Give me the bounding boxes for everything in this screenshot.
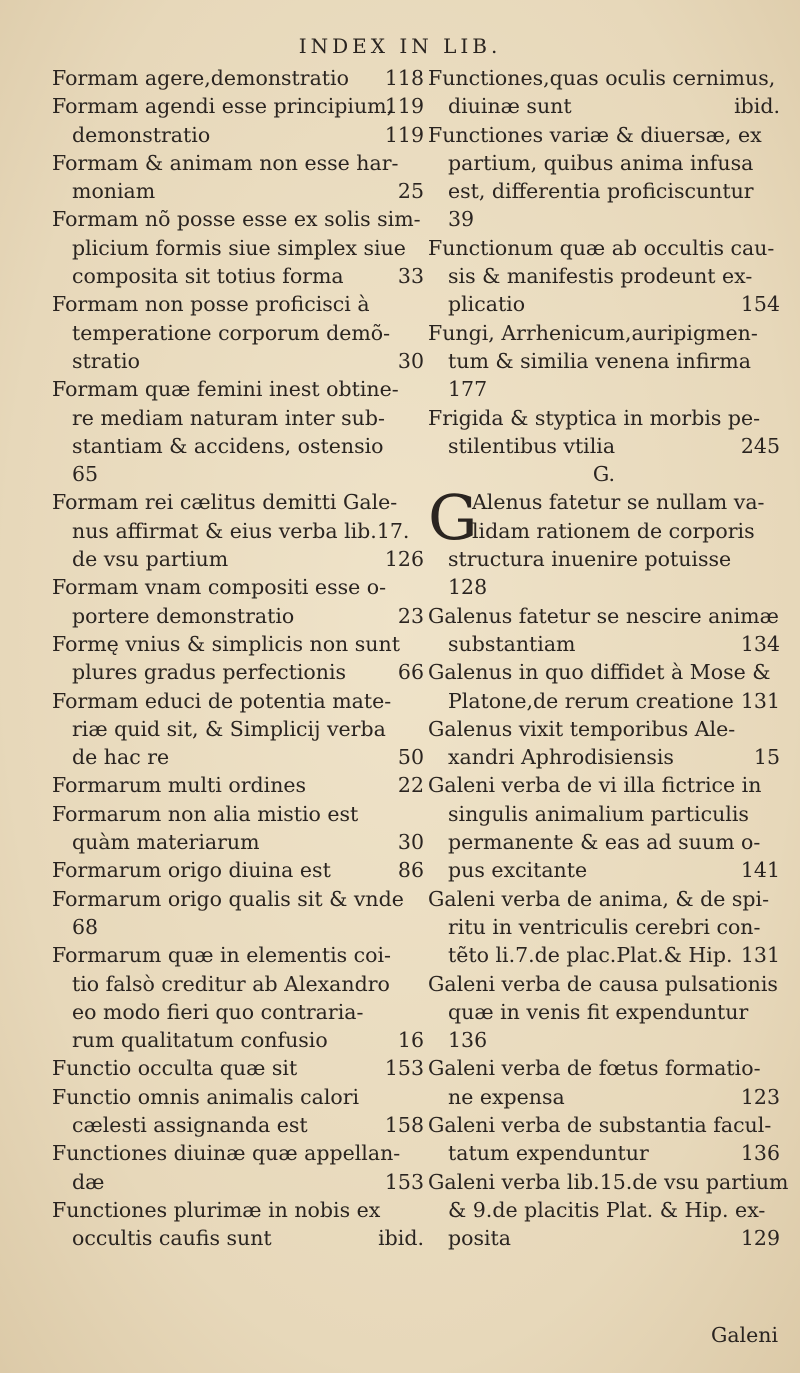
entry-text: Formam rei cælitus demitti Gale-	[52, 490, 398, 515]
entry-text: 39	[448, 207, 475, 232]
entry-text: Formarum non alia mistio est	[52, 801, 359, 826]
entry-text: re mediam naturam inter sub-	[72, 405, 385, 430]
index-entry-line	[428, 573, 780, 601]
entry-text: de hac re	[72, 745, 170, 770]
entry-text: lidam rationem de corporis	[472, 518, 755, 543]
index-entry-line	[52, 262, 424, 290]
page-reference: 30	[397, 830, 424, 855]
entry-text: pus excitante	[448, 858, 588, 883]
index-entry-line	[428, 998, 780, 1026]
entry-text: Formam agere,demonstratio	[52, 66, 349, 90]
entry-text: occultis caufis sunt	[72, 1226, 272, 1251]
entry-text: Formam agendi esse principium,	[52, 94, 394, 119]
index-entry-line	[428, 149, 780, 177]
index-entry-line	[428, 913, 780, 941]
entry-text: 68	[72, 914, 99, 939]
entry-text: partium, quibus anima infusa	[448, 150, 754, 175]
index-entry-line	[52, 347, 424, 375]
entry-text: Alenus fatetur se nullam va-	[472, 490, 765, 515]
index-entry-line	[428, 602, 780, 630]
page-reference: 30	[397, 348, 424, 373]
entry-text: Galenus vixit temporibus Ale-	[428, 716, 736, 741]
entry-text: eo modo fieri quo contraria-	[72, 999, 364, 1024]
entry-text: 128	[448, 575, 488, 600]
entry-text: Functiones plurimæ in nobis ex	[52, 1197, 381, 1222]
index-entry-line	[52, 92, 424, 120]
entry-text: Formarum quæ in elementis coi-	[52, 943, 391, 968]
index-entry-line	[52, 828, 424, 856]
index-entry-line	[52, 149, 424, 177]
index-entry-line	[428, 262, 780, 290]
index-entry-line	[52, 1054, 424, 1082]
index-entry-line	[52, 1026, 424, 1054]
index-entry-line	[428, 856, 780, 884]
entry-text: Galeni verba de fœtus formatio-	[428, 1056, 761, 1081]
index-entry-line	[428, 630, 780, 658]
index-entry-line	[52, 885, 424, 913]
entry-text: ritu in ventriculis cerebri con-	[448, 914, 761, 939]
index-entry-line	[428, 1111, 780, 1139]
index-entry-line	[52, 1168, 424, 1196]
entry-text: Fungi, Arrhenicum,auripigmen-	[428, 320, 758, 345]
index-entry-line	[52, 64, 424, 92]
entry-text: riæ quid sit, & Simplicij verba	[72, 716, 386, 741]
entry-text: Functionum quæ ab occultis cau-	[428, 235, 775, 260]
entry-text: posita	[448, 1226, 512, 1251]
entry-text: xandri Aphrodisiensis	[448, 745, 674, 770]
entry-text: Frigida & styptica in morbis pe-	[428, 405, 761, 430]
index-entry-line	[52, 121, 424, 149]
entry-text: quæ in venis fit expenduntur	[448, 999, 749, 1024]
entry-text: Functio omnis animalis calori	[52, 1084, 360, 1109]
entry-text: stantiam & accidens, ostensio	[72, 433, 384, 458]
page-reference: 16	[397, 1028, 424, 1053]
entry-text: composita sit totius forma	[72, 264, 344, 289]
page-reference: 153	[384, 1169, 424, 1194]
section-letter: G.	[592, 462, 616, 487]
entry-text: Formam vnam compositi esse o-	[52, 575, 387, 600]
entry-text: moniam	[72, 179, 156, 204]
page-reference: 118	[384, 66, 424, 90]
index-entry-line	[52, 970, 424, 998]
page-reference: 119	[384, 94, 424, 119]
index-entry-line	[428, 1168, 789, 1196]
index-entry-line	[428, 319, 780, 347]
page-reference: 245	[740, 433, 780, 458]
entry-text: tẽto li.7.de plac.Plat.& Hip.	[448, 943, 733, 968]
entry-text: Formam nõ posse esse ex solis sim-	[52, 207, 421, 232]
entry-text: stratio	[72, 348, 140, 373]
index-entry-line	[52, 941, 424, 969]
index-entry-line	[428, 375, 780, 403]
index-entry-line	[52, 319, 424, 347]
index-entry-line	[52, 1196, 424, 1224]
entry-text: Galeni verba de substantia facul-	[428, 1112, 772, 1137]
entry-text: temperatione corporum demõ-	[72, 320, 391, 345]
index-entry-line	[428, 177, 780, 205]
index-entry-line	[428, 743, 780, 771]
entry-text: Formarum origo diuina est	[52, 858, 331, 883]
index-entry-line	[428, 885, 780, 913]
index-entry-line	[428, 121, 780, 149]
page-reference: 22	[397, 773, 424, 798]
entry-text: stilentibus vtilia	[448, 433, 616, 458]
index-entry-line	[428, 1054, 780, 1082]
index-entry-line	[428, 828, 780, 856]
index-entry-line	[428, 205, 780, 233]
index-entry-line	[52, 460, 424, 488]
entry-text: tum & similia venena infirma	[448, 348, 751, 373]
index-entry-line	[428, 290, 780, 318]
entry-text: Platone,de rerum creatione	[448, 688, 734, 713]
index-entry-line	[428, 404, 780, 432]
index-entry-line	[52, 1224, 424, 1252]
entry-text: 136	[448, 1028, 488, 1053]
page-reference: 66	[397, 660, 424, 685]
entry-text: Functiones variæ & diuersæ, ex	[428, 122, 762, 147]
page-reference: ibid.	[378, 1226, 424, 1251]
entry-text: Galeni verba de vi illa fictrice in	[428, 773, 762, 798]
index-entry-line	[428, 1083, 780, 1111]
index-entry-line	[428, 1196, 780, 1224]
index-entry-line	[428, 64, 780, 92]
index-entry-line	[428, 687, 780, 715]
page-reference: 119	[384, 122, 424, 147]
index-entry-line	[52, 630, 424, 658]
index-entry-line	[52, 517, 424, 545]
index-entry-line	[52, 687, 424, 715]
page-reference: 154	[740, 292, 780, 317]
index-entry-line	[428, 800, 780, 828]
entry-text: substantiam	[448, 631, 576, 656]
entry-text: Formam educi de potentia mate-	[52, 688, 392, 713]
entry-text: Galeni verba lib.15.de vsu partium	[428, 1169, 789, 1194]
page-reference: 131	[740, 688, 780, 713]
page-reference: 153	[384, 1056, 424, 1081]
entry-text: tatum expenduntur	[448, 1141, 649, 1166]
page-reference: 129	[740, 1226, 780, 1251]
page-reference: 33	[397, 264, 424, 289]
entry-text: singulis animalium particulis	[448, 801, 749, 826]
entry-text: de vsu partium	[72, 547, 229, 572]
entry-text: Functiones,quas oculis cernimus,	[428, 66, 776, 90]
entry-text: diuinæ sunt	[448, 94, 572, 119]
entry-text: dæ	[72, 1169, 105, 1194]
entry-text: rum qualitatum confusio	[72, 1028, 328, 1053]
entry-text: est, differentia proficiscuntur	[448, 179, 754, 204]
page-reference: 25	[397, 179, 424, 204]
entry-text: 65	[72, 462, 99, 487]
index-entry-line	[428, 92, 780, 120]
entry-text: permanente & eas ad suum o-	[448, 830, 761, 855]
index-entry-line	[52, 488, 424, 516]
entry-text: & 9.de placitis Plat. & Hip. ex-	[448, 1197, 766, 1222]
entry-text: ne expensa	[448, 1084, 565, 1109]
page-reference: 158	[384, 1112, 424, 1137]
index-entry-line	[428, 715, 780, 743]
entry-text: sis & manifestis prodeunt ex-	[448, 264, 753, 289]
page-reference: 126	[384, 547, 424, 572]
page-reference: 131	[740, 943, 780, 968]
page-reference: 15	[753, 745, 780, 770]
entry-text: 177	[448, 377, 488, 402]
entry-text: cælesti assignanda est	[72, 1112, 308, 1137]
index-entry-line	[52, 715, 424, 743]
index-entry-line	[52, 432, 424, 460]
entry-text: Galenus fatetur se nescire animæ	[428, 603, 779, 628]
page-reference: 123	[740, 1084, 780, 1109]
entry-text: Functio occulta quæ sit	[52, 1056, 298, 1081]
entry-text: Formam non posse proficisci à	[52, 292, 370, 317]
index-entry-line	[428, 234, 780, 262]
index-entry-line	[428, 488, 780, 516]
entry-text: Galenus in quo diffidet à Mose &	[428, 660, 771, 685]
index-entry-line	[428, 517, 780, 545]
entry-text: structura inuenire potuisse	[448, 547, 732, 572]
page-reference: 141	[740, 858, 780, 883]
page-reference: 134	[740, 631, 780, 656]
index-entry-line	[428, 658, 780, 686]
index-entry-line	[428, 771, 780, 799]
page-reference: 50	[397, 745, 424, 770]
running-header: INDEX IN LIB.	[298, 34, 502, 58]
entry-text: demonstratio	[72, 122, 211, 147]
index-entry-line	[52, 743, 424, 771]
entry-text: portere demonstratio	[72, 603, 295, 628]
catchword: Galeni	[710, 1323, 778, 1347]
index-entry-line	[52, 658, 424, 686]
index-entry-line	[52, 205, 424, 233]
entry-text: Galeni verba de causa pulsationis	[428, 971, 778, 996]
index-entry-line	[52, 290, 424, 318]
entry-text: plures gradus perfectionis	[72, 660, 347, 685]
index-entry-line	[428, 970, 780, 998]
index-entry-line	[428, 432, 780, 460]
page-reference: 23	[397, 603, 424, 628]
page-reference: ibid.	[734, 94, 780, 119]
index-entry-line	[52, 234, 424, 262]
entry-text: Formam quæ femini inest obtine-	[52, 377, 399, 402]
entry-text: Functiones diuinæ quæ appellan-	[52, 1141, 401, 1166]
index-entry-line	[428, 941, 780, 969]
page-reference: 136	[740, 1141, 780, 1166]
index-entry-line	[428, 1224, 780, 1252]
index-entry-line	[52, 573, 424, 601]
index-entry-line	[52, 856, 424, 884]
index-entry-line	[428, 1026, 780, 1054]
left-column	[52, 64, 424, 1252]
dropcap-initial: G	[428, 481, 478, 555]
index-entry-line	[52, 998, 424, 1026]
index-entry-line	[428, 545, 780, 573]
index-entry-line	[428, 347, 780, 375]
page-reference: 86	[397, 858, 424, 883]
index-entry-line	[52, 375, 424, 403]
entry-text: Formarum multi ordines	[52, 773, 307, 798]
index-entry-line	[52, 913, 424, 941]
entry-text: plicatio	[448, 292, 526, 317]
index-entry-line	[52, 1111, 424, 1139]
index-entry-line	[52, 1083, 424, 1111]
index-entry-line	[52, 1139, 424, 1167]
entry-text: nus affirmat & eius verba lib.17.	[72, 518, 410, 543]
index-entry-line	[52, 800, 424, 828]
index-entry-line	[52, 771, 424, 799]
index-entry-line	[52, 545, 424, 573]
right-column	[428, 64, 789, 1252]
entry-text: Galeni verba de anima, & de spi-	[428, 886, 770, 911]
index-entry-line	[52, 404, 424, 432]
entry-text: Formę vnius & simplicis non sunt	[52, 631, 400, 656]
entry-text: Formarum origo qualis sit & vnde	[52, 886, 404, 911]
entry-text: tio falsò creditur ab Alexandro	[72, 971, 390, 996]
entry-text: quàm materiarum	[72, 830, 260, 855]
index-entry-line	[52, 177, 424, 205]
index-entry-line	[428, 1139, 780, 1167]
entry-text: Formam & animam non esse har-	[52, 150, 399, 175]
entry-text: plicium formis siue simplex siue	[72, 235, 406, 260]
index-entry-line	[52, 602, 424, 630]
